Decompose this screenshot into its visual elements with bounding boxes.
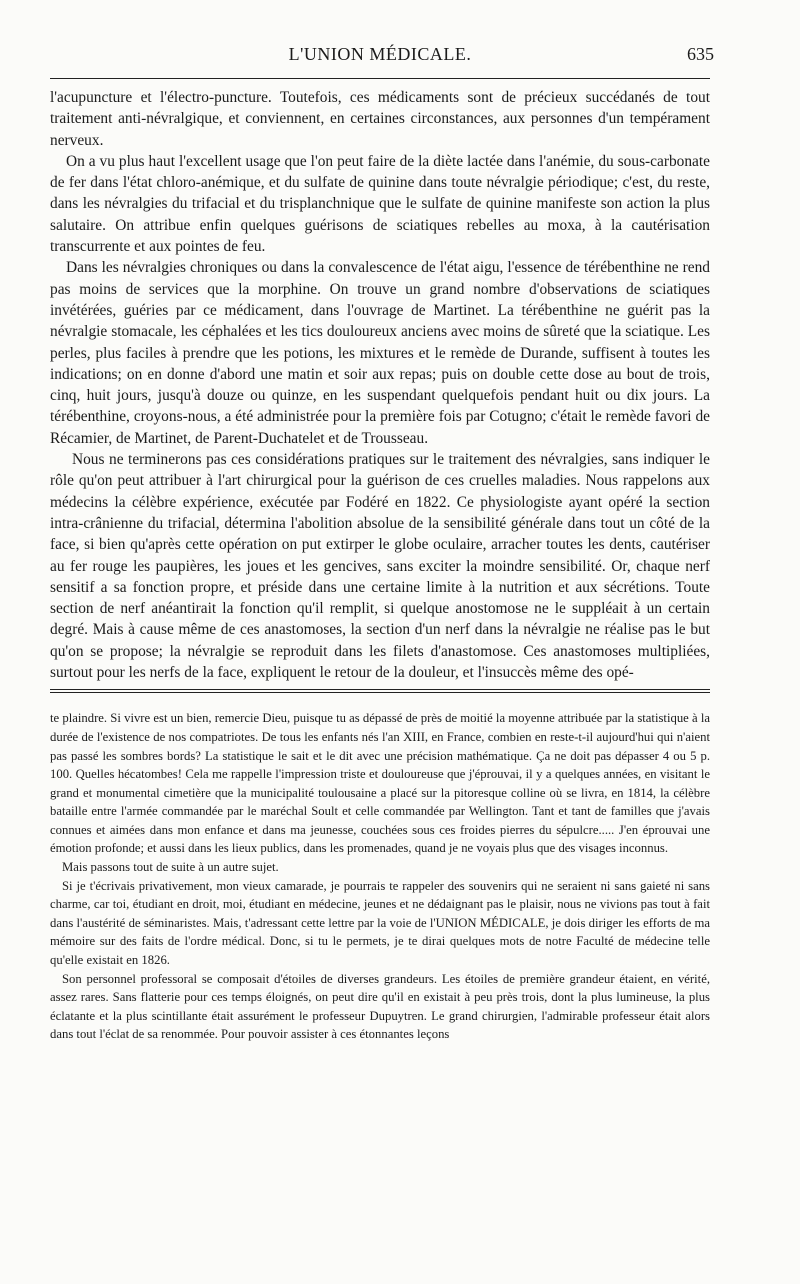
main-text [50,87,710,683]
footnote-rule [50,692,710,693]
paragraph: l'acupuncture et l'électro-puncture. Toutefois, ces médicaments sont de précieux succédanés de tout traitement anti-névralgique, et conviennent, en certaines circonstances, aux personnes d'un tempérament nerveux. [50,89,710,149]
header-rule [50,78,710,79]
footnote-paragraph: Son personnel professoral se composait d'étoiles de diverses grandeurs. Les étoiles de première grandeur étaient, en vérité, assez rares. Sans flatterie pour ces temps éloignés, on peut dire qu'il en existait à peu près trois, dont la plus lumineuse, la plus éclatante et la plus scintillante était assurément le professeur Dupuytren. Le grand chirurgien, l'admirable professeur était alors dans tout l'éclat de sa renommée. Pour pouvoir assister à ces étonnantes leçons [50,971,710,1042]
running-header [50,40,714,68]
page-number: 635 [687,44,714,64]
paragraph: Dans les névralgies chroniques ou dans la convalescence de l'état aigu, l'essence de térébenthine ne rend pas moins de services que la morphine. On trouve un grand nombre d'observations de sciatiques invétérées, guéries par ce médicament, dans l'ouvrage de Martinet. La térébenthine ne guérit pas la névralgie stomacale, les céphalées et les tics douloureux anciens avec moins de sûreté que la sciatique. Les perles, plus faciles à prendre que les potions, les mixtures et le remède de Durande, suffisent à toutes les indications; on en donne d'abord une matin et soir aux repas; puis on double cette dose au bout de trois, cinq, huit jours, jusqu'à douze ou quinze, en les suspendant quelquefois pendant huit ou dix jours. La térébenthine, croyons-nous, a été administrée pour la première fois par Cotugno; c'était le remède favori de Récamier, de Martinet, de Parent-Duchatelet et de Trousseau. [50,259,710,447]
book-page [50,40,714,1044]
running-title: L'UNION MÉDICALE. [288,44,472,64]
footnote-paragraph: te plaindre. Si vivre est un bien, remercie Dieu, puisque tu as dépassé de près de moitié la moyenne attribuée par la statistique à la durée de l'existence de nos compatriotes. De tous les enfants nés l'an XIII, en France, combien en reste-t-il aujourd'hui qui n'aient pas passé les sombres bords? La statistique le sait et le dit avec une précision mathématique. Ça ne doit pas dépasser 4 ou 5 p. 100. Quelles hécatombes! Cela me rappelle l'impression triste et douloureuse que j'éprouvai, il y a quelques années, en visitant le grand et monumental cimetière que la municipalité toulousaine a placé sur la pitoresque colline où se livra, en 1814, la célèbre bataille entre l'armée commandée par le maréchal Soult et celle commandée par Wellington. Tant et tant de familles que j'avais connues et aimées dans mon enfance et dans ma jeunesse, couchées sous ces froides pierres du sépulcre..... J'en éprouvai une émotion profonde; et aussi dans les lieux publics, dans les promenades, quand je ne voyais plus que des visages inconnus. [50,711,710,856]
footnote-rule [50,689,710,690]
footnote-paragraph: Si je t'écrivais privativement, mon vieux camarade, je pourrais te rappeler des souvenirs qui ne seraient ni sans gaieté ni sans charme, car toi, étudiant en droit, moi, étudiant en médecine, jeunes et ne dédaignant pas le plaisir, nous ne vivions pas tout à fait dans l'austérité de séminaristes. Mais, t'adressant cette lettre par la voie de l'UNION MÉDICALE, je dois diriger les efforts de ma mémoire sur des faits de l'ordre médical. Donc, si tu le permets, je te dirai quelques mots de notre Faculté de médecine telle qu'elle existait en 1826. [50,878,710,968]
footnotes [50,709,710,1044]
paragraph: On a vu plus haut l'excellent usage que l'on peut faire de la diète lactée dans l'anémie, du sous-carbonate de fer dans l'état chloro-anémique, et du sulfate de quinine dans toute névralgie périodique; c'est, du reste, dans les névralgies du trifacial et du trisplanchnique que le sulfate de quinine manifeste son action la plus salutaire. On attribue enfin quelques guérisons de sciatiques rebelles au moxa, à la cautérisation transcurrente et aux pointes de feu. [50,152,710,256]
paragraph: Nous ne terminerons pas ces considérations pratiques sur le traitement des névralgies, sans indiquer le rôle qu'on peut attribuer à l'art chirurgical pour la guérison de ces cruelles maladies. Nous rappelons aux médecins la célèbre expérience, exécutée par Fodéré en 1822. Ce physiologiste ayant opéré la section intra-crânienne du trifacial, détermina l'abolition absolue de la sensibilité générale dans tout un côté de la face, si bien qu'après cette opération on put extirper le globe oculaire, arracher toutes les dents, cautériser au fer rouge les paupières, les joues et les gencives, sans exciter la moindre sensibilité. Or, chaque nerf sensitif a sa fonction propre, et préside dans une certaine limite à la nutrition et aux sécrétions. Toute section de nerf anéantirait la fonction qu'il remplit, si quelque anostomose ne le suppléait à un certain degré. Mais à cause même de ces anastomoses, la section d'un nerf dans la névralgie ne réalise pas le but qu'on se propose; la névralgie se reproduit dans les filets d'anastomose. Ces anastomoses multipliées, surtout pour les nerfs de la face, expliquent le retour de la douleur, et l'insuccès même des opé- [50,451,710,682]
footnote-paragraph: Mais passons tout de suite à un autre sujet. [62,860,279,875]
